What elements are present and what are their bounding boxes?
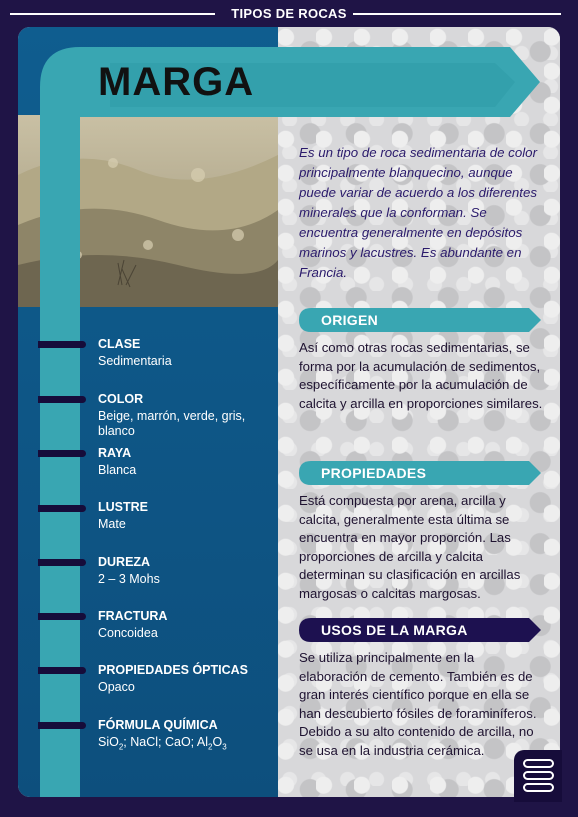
section-title: ORIGEN	[321, 312, 379, 328]
property-fractura	[98, 609, 273, 641]
bar-shape	[523, 771, 554, 780]
category-title: TIPOS DE ROCAS	[231, 6, 347, 21]
formula-part: SiO	[98, 735, 119, 749]
property-value: Concoidea	[98, 626, 158, 640]
section-header	[299, 461, 544, 485]
tick-mark	[38, 559, 86, 566]
property-label: COLOR	[98, 392, 144, 406]
formula-subscript: 3	[222, 742, 227, 752]
tick-mark	[38, 341, 86, 348]
bar-shape	[523, 759, 554, 768]
formula-subscript: 2	[208, 742, 213, 752]
section-usos	[299, 618, 544, 760]
formula-subscript: 2	[118, 742, 124, 752]
property-label: LUSTRE	[98, 500, 148, 514]
tick-mark	[38, 450, 86, 457]
property-label: CLASE	[98, 337, 141, 351]
section-body: Así como otras rocas sedimentarias, se forma por la acumulación de sedimentos, específicamente por la acumulación de calcita y arcilla en proporciones similares.	[299, 340, 543, 411]
stacked-bars-icon[interactable]	[514, 750, 562, 802]
property-raya	[98, 446, 273, 478]
property-value: Beige, marrón, verde, gris, blanco	[98, 409, 246, 438]
decorative-spine	[40, 97, 80, 797]
rock-name: MARGA	[98, 60, 255, 104]
property-label: DUREZA	[98, 555, 151, 569]
section-title: PROPIEDADES	[321, 465, 427, 481]
property-label: PROPIEDADES ÓPTICAS	[98, 663, 249, 677]
property-label: RAYA	[98, 446, 132, 460]
property-value: Blanca	[98, 463, 137, 477]
tick-mark	[38, 505, 86, 512]
tick-mark	[38, 722, 86, 729]
property-lustre	[98, 500, 273, 532]
chemical-formula	[98, 735, 273, 755]
rock-card	[18, 27, 560, 797]
section-header	[299, 618, 544, 642]
property-label: FRACTURA	[98, 609, 168, 623]
formula-part: ; NaCl; CaO; Al	[123, 735, 209, 749]
property-value: 2 – 3 Mohs	[98, 572, 160, 586]
property-value: Mate	[98, 517, 126, 531]
top-header	[0, 0, 578, 28]
intro-text: Es un tipo de roca sedimentaria de color principalmente blanquecino, aunque puede variar de acuerdo a los diferentes minerales que la conforman. Se encuentra generalmente en depósitos marinos y lacustres. Es abundante en Francia.	[299, 145, 538, 280]
section-origen	[299, 308, 544, 413]
property-color	[98, 392, 273, 439]
section-title: USOS DE LA MARGA	[321, 622, 468, 638]
property-dureza	[98, 555, 273, 587]
tick-mark	[38, 396, 86, 403]
property-label: FÓRMULA QUÍMICA	[98, 718, 218, 732]
section-propiedades	[299, 461, 544, 603]
property-formula	[98, 718, 273, 755]
property-value: Opaco	[98, 680, 135, 694]
formula-part: O	[212, 735, 223, 749]
property-value: Sedimentaria	[98, 354, 172, 368]
property-opticas	[98, 663, 273, 695]
bar-shape	[523, 783, 554, 792]
section-body: Está compuesta por arena, arcilla y calcita, generalmente esta última se encuentra en mayor proporción. Las proporciones de arcilla y calcita determinan su clasificación en arcillas margosas o calcitas margosas.	[299, 493, 521, 601]
section-header	[299, 308, 544, 332]
section-body: Se utiliza principalmente en la elaboración de cemento. También es de gran interés científico porque en ella se han descubierto fósiles de foraminíferos. Debido a su alto contenido de arcilla, no se usa en la industria cerámica.	[299, 650, 537, 758]
property-clase	[98, 337, 273, 369]
tick-mark	[38, 667, 86, 674]
tick-mark	[38, 613, 86, 620]
